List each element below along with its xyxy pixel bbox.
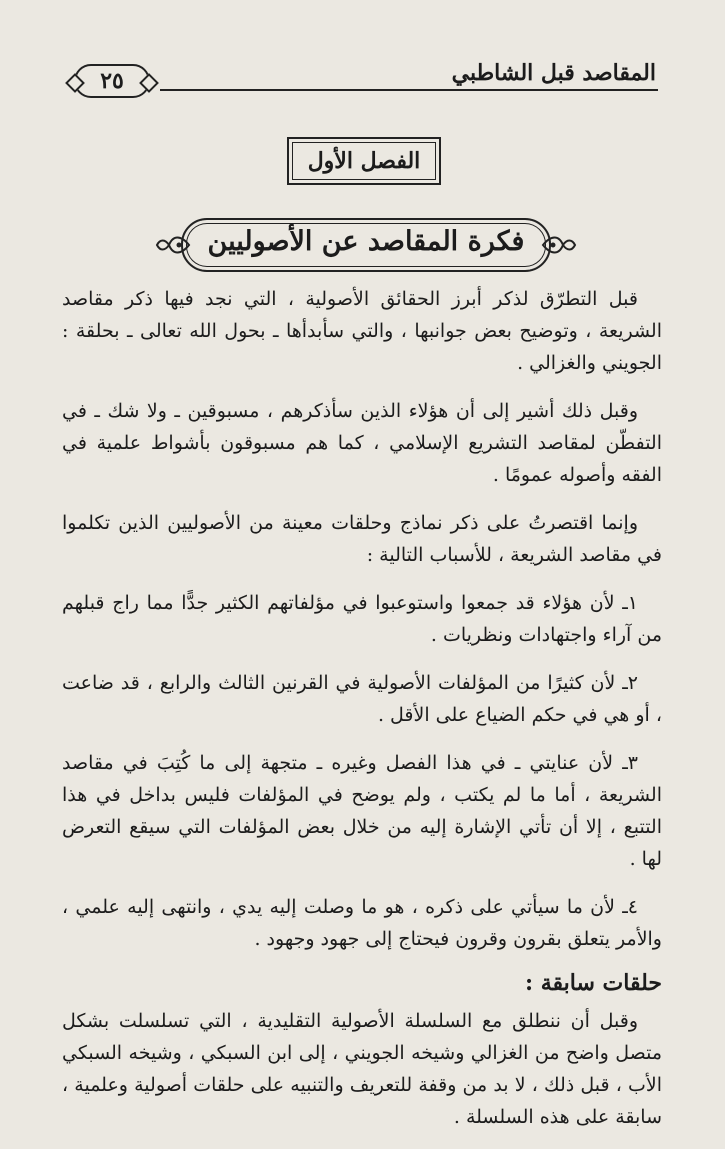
chapter-title: الفصل الأول (287, 137, 441, 185)
running-title: المقاصد قبل الشاطبي (451, 60, 656, 86)
paragraph-intro: قبل التطرّق لذكر أبرز الحقائق الأصولية ، التي نجد فيها ذكر مقاصد الشريعة ، وتوضيح بعض جوانبها ، والتي سأبدأها ـ بحول الله تعالى ـ بحلقة : الجويني والغزالي . (62, 288, 662, 374)
reason-item-4: ٤ـ لأن ما سيأتي على ذكره ، هو ما وصلت إليه يدي ، وانتهى إليه علمي ، والأمر يتعلق بقرون وقرون فيحتاج إلى جهود وجهود . (62, 896, 662, 950)
paragraph-closing: وقبل أن ننطلق مع السلسلة الأصولية التقليدية ، التي تسلسلت بشكل متصل واضح من الغزالي وشيخه الجويني ، إلى ابن السبكي ، وشيخه السبكي الأب ، قبل ذلك ، لا بد من وقفة للتعريف والتنبيه على حلقات أصولية وعلمية ، سابقة على هذه السلسلة . (62, 1010, 662, 1128)
page-number: ٢٥ (74, 64, 150, 98)
section-title: فكرة المقاصد عن الأصوليين (207, 226, 525, 257)
header-rule (160, 89, 658, 91)
section-banner (155, 214, 577, 276)
reason-item-1: ١ـ لأن هؤلاء قد جمعوا واستوعبوا في مؤلفاتهم الكثير جدًّا مما راج قبلهم من آراء واجتهادات ونظريات . (62, 592, 662, 646)
reason-item-3: ٣ـ لأن عنايتي ـ في هذا الفصل وغيره ـ متجهة إلى ما كُتِبَ في مقاصد الشريعة ، أما ما لم يكتب ، ولم يوضح في المؤلفات فليس بداخل في هذا التتبع ، إلا أن تأتي الإشارة إليه من خلال بعض المؤلفات التي سيقع التعرض لها . (62, 752, 662, 870)
body-text (62, 283, 662, 1149)
running-header (64, 56, 664, 100)
subheading: حلقات سابقة : (524, 970, 662, 996)
reason-item-2: ٢ـ لأن كثيرًا من المؤلفات الأصولية في القرنين الثالث والرابع ، قد ضاعت ، أو هي في حكم الضياع على الأقل . (62, 672, 662, 726)
paragraph-reasons-intro: وإنما اقتصرتُ على ذكر نماذج وحلقات معينة من الأصوليين الذين تكلموا في مقاصد الشريعة ، للأسباب التالية : (62, 512, 662, 566)
paragraph-precedence: وقبل ذلك أشير إلى أن هؤلاء الذين سأذكرهم ، مسبوقين ـ ولا شك ـ في التفطّن لمقاصد التشريع الإسلامي ، كما هم مسبوقون بأشواط علمية في الفقه وأصوله عمومًا . (62, 400, 662, 486)
